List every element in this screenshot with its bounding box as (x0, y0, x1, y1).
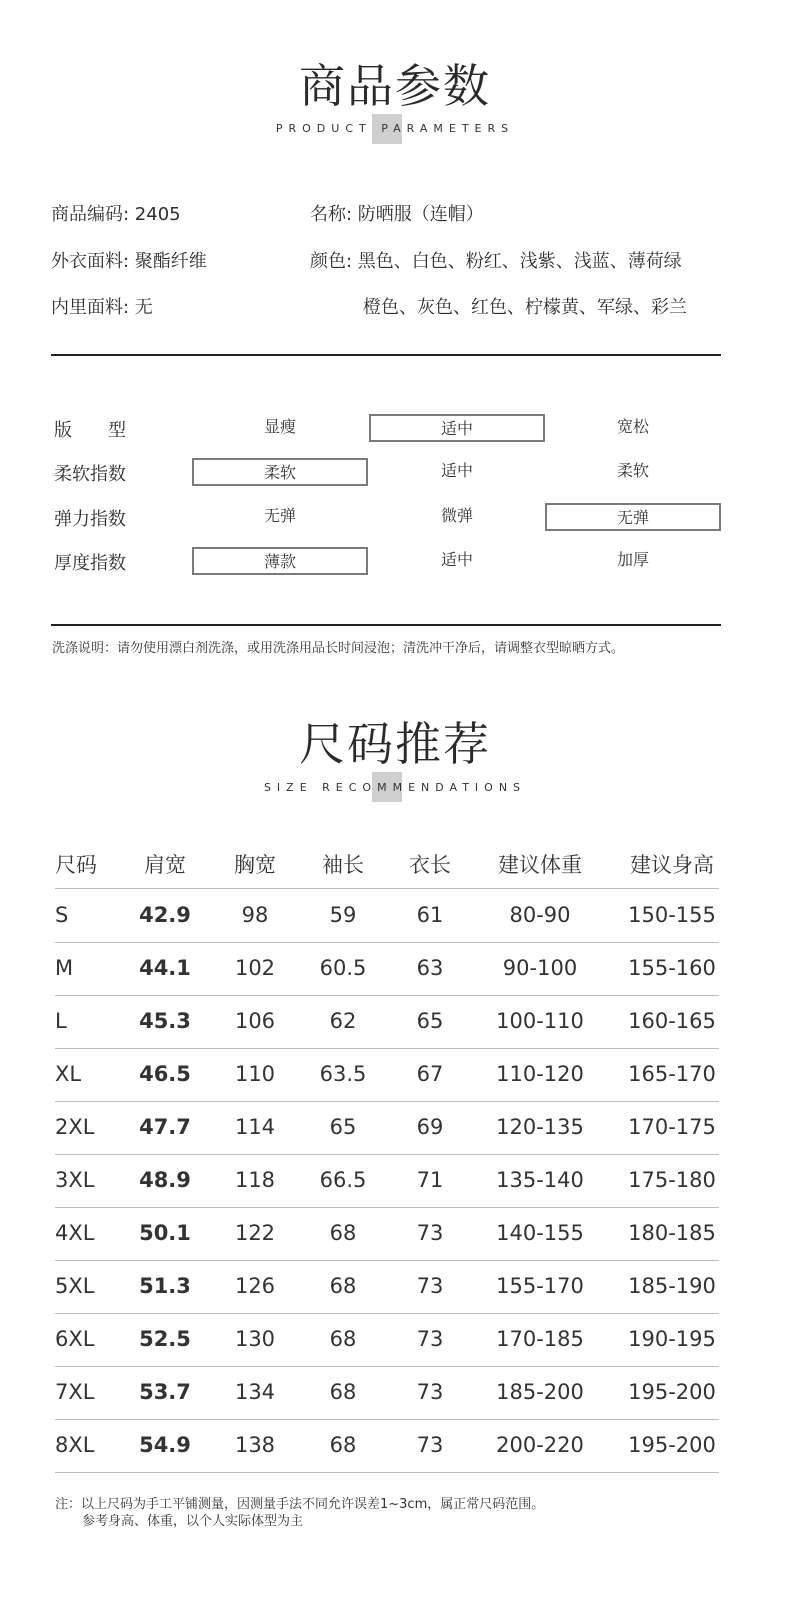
info-colors-cont: 橙色、灰色、红色、柠檬黄、军绿、彩兰 (363, 297, 687, 318)
cell-height: 170-175 (628, 1115, 716, 1139)
cell-height: 195-200 (628, 1433, 716, 1457)
cell-height: 150-155 (628, 903, 716, 927)
header-divider (55, 888, 719, 889)
cell-size: 2XL (55, 1115, 95, 1139)
cell-weight: 80-90 (509, 903, 571, 927)
cell-height: 165-170 (628, 1062, 716, 1086)
cell-sleeve: 65 (329, 1115, 357, 1139)
table-row (55, 1419, 719, 1473)
cell-length: 63 (416, 956, 444, 980)
info-outer-fabric: 外衣面料: 聚酯纤维 (51, 251, 207, 272)
attr-thickness-option-selected: 薄款 (192, 547, 368, 575)
cell-sleeve: 68 (329, 1380, 357, 1404)
cell-height: 175-180 (628, 1168, 716, 1192)
attr-fit-option: 宽松 (616, 417, 649, 436)
cell-shoulder: 44.1 (139, 956, 191, 980)
cell-chest: 134 (234, 1380, 276, 1404)
cell-height: 185-190 (628, 1274, 716, 1298)
cell-size: 5XL (55, 1274, 95, 1298)
cell-shoulder: 42.9 (139, 903, 191, 927)
attr-fit-option-selected: 适中 (369, 414, 545, 442)
attr-elasticity-option: 微弹 (440, 506, 473, 525)
attr-label-thickness: 厚度指数 (54, 553, 126, 574)
cell-sleeve: 68 (329, 1274, 357, 1298)
cell-shoulder: 47.7 (139, 1115, 191, 1139)
attr-softness-option: 柔软 (616, 461, 649, 480)
cell-chest: 110 (234, 1062, 276, 1086)
cell-length: 69 (416, 1115, 444, 1139)
cell-length: 73 (416, 1380, 444, 1404)
cell-size: 8XL (55, 1433, 95, 1457)
cell-weight: 110-120 (496, 1062, 584, 1086)
cell-shoulder: 54.9 (139, 1433, 191, 1457)
sizes-title: 尺码推荐 (299, 717, 491, 771)
table-row (55, 942, 719, 996)
cell-chest: 102 (234, 956, 276, 980)
cell-sleeve: 68 (329, 1327, 357, 1351)
table-row (55, 1101, 719, 1155)
table-row (55, 1260, 719, 1314)
cell-shoulder: 48.9 (139, 1168, 191, 1192)
cell-height: 180-185 (628, 1221, 716, 1245)
cell-sleeve: 68 (329, 1221, 357, 1245)
cell-size: M (55, 956, 74, 980)
cell-size: S (55, 903, 69, 927)
cell-shoulder: 53.7 (139, 1380, 191, 1404)
cell-sleeve: 68 (329, 1433, 357, 1457)
header-size: 尺码 (55, 853, 97, 877)
cell-weight: 200-220 (496, 1433, 584, 1457)
cell-weight: 120-135 (496, 1115, 584, 1139)
cell-size: L (55, 1009, 67, 1033)
cell-chest: 138 (234, 1433, 276, 1457)
cell-size: 6XL (55, 1327, 95, 1351)
cell-height: 155-160 (628, 956, 716, 980)
cell-length: 73 (416, 1221, 444, 1245)
attr-softness-option-selected: 柔软 (192, 458, 368, 486)
attr-thickness-option: 加厚 (616, 550, 649, 569)
cell-length: 71 (416, 1168, 444, 1192)
info-product-code: 商品编码: 2405 (51, 204, 181, 225)
attr-label-fit: 版 型 (54, 420, 126, 441)
cell-weight: 185-200 (496, 1380, 584, 1404)
cell-shoulder: 52.5 (139, 1327, 191, 1351)
cell-weight: 135-140 (496, 1168, 584, 1192)
cell-height: 160-165 (628, 1009, 716, 1033)
table-row (55, 1154, 719, 1208)
cell-weight: 155-170 (496, 1274, 584, 1298)
table-row (55, 889, 719, 943)
size-note-line2: 参考身高、体重，以个人实际体型为主 (82, 1514, 304, 1529)
attr-label-softness: 柔软指数 (54, 464, 126, 485)
size-note-line1: 注：以上尺码为手工平铺测量，因测量手法不同允许误差1~3cm，属正常尺码范围。 (55, 1497, 545, 1512)
cell-length: 73 (416, 1433, 444, 1457)
cell-height: 195-200 (628, 1380, 716, 1404)
cell-sleeve: 60.5 (319, 956, 367, 980)
cell-sleeve: 66.5 (319, 1168, 367, 1192)
cell-length: 67 (416, 1062, 444, 1086)
cell-shoulder: 45.3 (139, 1009, 191, 1033)
cell-chest: 126 (234, 1274, 276, 1298)
header-sleeve: 袖长 (322, 853, 364, 877)
divider-top (51, 354, 721, 356)
cell-weight: 170-185 (496, 1327, 584, 1351)
params-subtitle: PRODUCT PARAMETERS (275, 122, 515, 135)
attr-elasticity-option-selected: 无弹 (545, 503, 721, 531)
cell-length: 65 (416, 1009, 444, 1033)
cell-chest: 122 (234, 1221, 276, 1245)
cell-length: 73 (416, 1274, 444, 1298)
wash-note: 洗涤说明：请勿使用漂白剂洗涤，或用洗涤用品长时间浸泡；清洗冲干净后，请调整衣型晾晒方式。 (52, 641, 625, 656)
table-row (55, 1313, 719, 1367)
table-row (55, 1048, 719, 1102)
cell-sleeve: 63.5 (319, 1062, 367, 1086)
attr-label-elasticity: 弹力指数 (54, 509, 126, 530)
cell-chest: 118 (234, 1168, 276, 1192)
cell-size: 4XL (55, 1221, 95, 1245)
header-weight: 建议体重 (498, 853, 582, 877)
header-shoulder: 肩宽 (144, 853, 186, 877)
cell-chest: 106 (234, 1009, 276, 1033)
cell-size: XL (55, 1062, 82, 1086)
cell-weight: 90-100 (502, 956, 578, 980)
cell-chest: 130 (234, 1327, 276, 1351)
cell-size: 3XL (55, 1168, 95, 1192)
cell-weight: 140-155 (496, 1221, 584, 1245)
cell-shoulder: 50.1 (139, 1221, 191, 1245)
cell-sleeve: 62 (329, 1009, 357, 1033)
info-colors: 颜色: 黑色、白色、粉红、浅紫、浅蓝、薄荷绿 (310, 251, 682, 272)
attr-softness-option: 适中 (440, 461, 473, 480)
cell-sleeve: 59 (329, 903, 357, 927)
sizes-subtitle: SIZE RECOMMENDATIONS (263, 781, 527, 794)
cell-size: 7XL (55, 1380, 95, 1404)
table-row (55, 1207, 719, 1261)
header-chest: 胸宽 (234, 853, 276, 877)
info-name: 名称: 防晒服（连帽） (310, 204, 484, 225)
cell-height: 190-195 (628, 1327, 716, 1351)
cell-shoulder: 51.3 (139, 1274, 191, 1298)
cell-chest: 114 (234, 1115, 276, 1139)
cell-length: 73 (416, 1327, 444, 1351)
attr-thickness-option: 适中 (440, 550, 473, 569)
header-length: 衣长 (409, 853, 451, 877)
params-title: 商品参数 (299, 59, 491, 113)
table-row (55, 995, 719, 1049)
attr-fit-option: 显瘦 (263, 417, 296, 436)
cell-chest: 98 (241, 903, 269, 927)
info-inner-fabric: 内里面料: 无 (51, 297, 153, 318)
cell-shoulder: 46.5 (139, 1062, 191, 1086)
header-height: 建议身高 (630, 853, 714, 877)
table-row (55, 1366, 719, 1420)
divider-bottom (51, 624, 721, 626)
attr-elasticity-option: 无弹 (263, 506, 296, 525)
cell-weight: 100-110 (496, 1009, 584, 1033)
cell-length: 61 (416, 903, 444, 927)
